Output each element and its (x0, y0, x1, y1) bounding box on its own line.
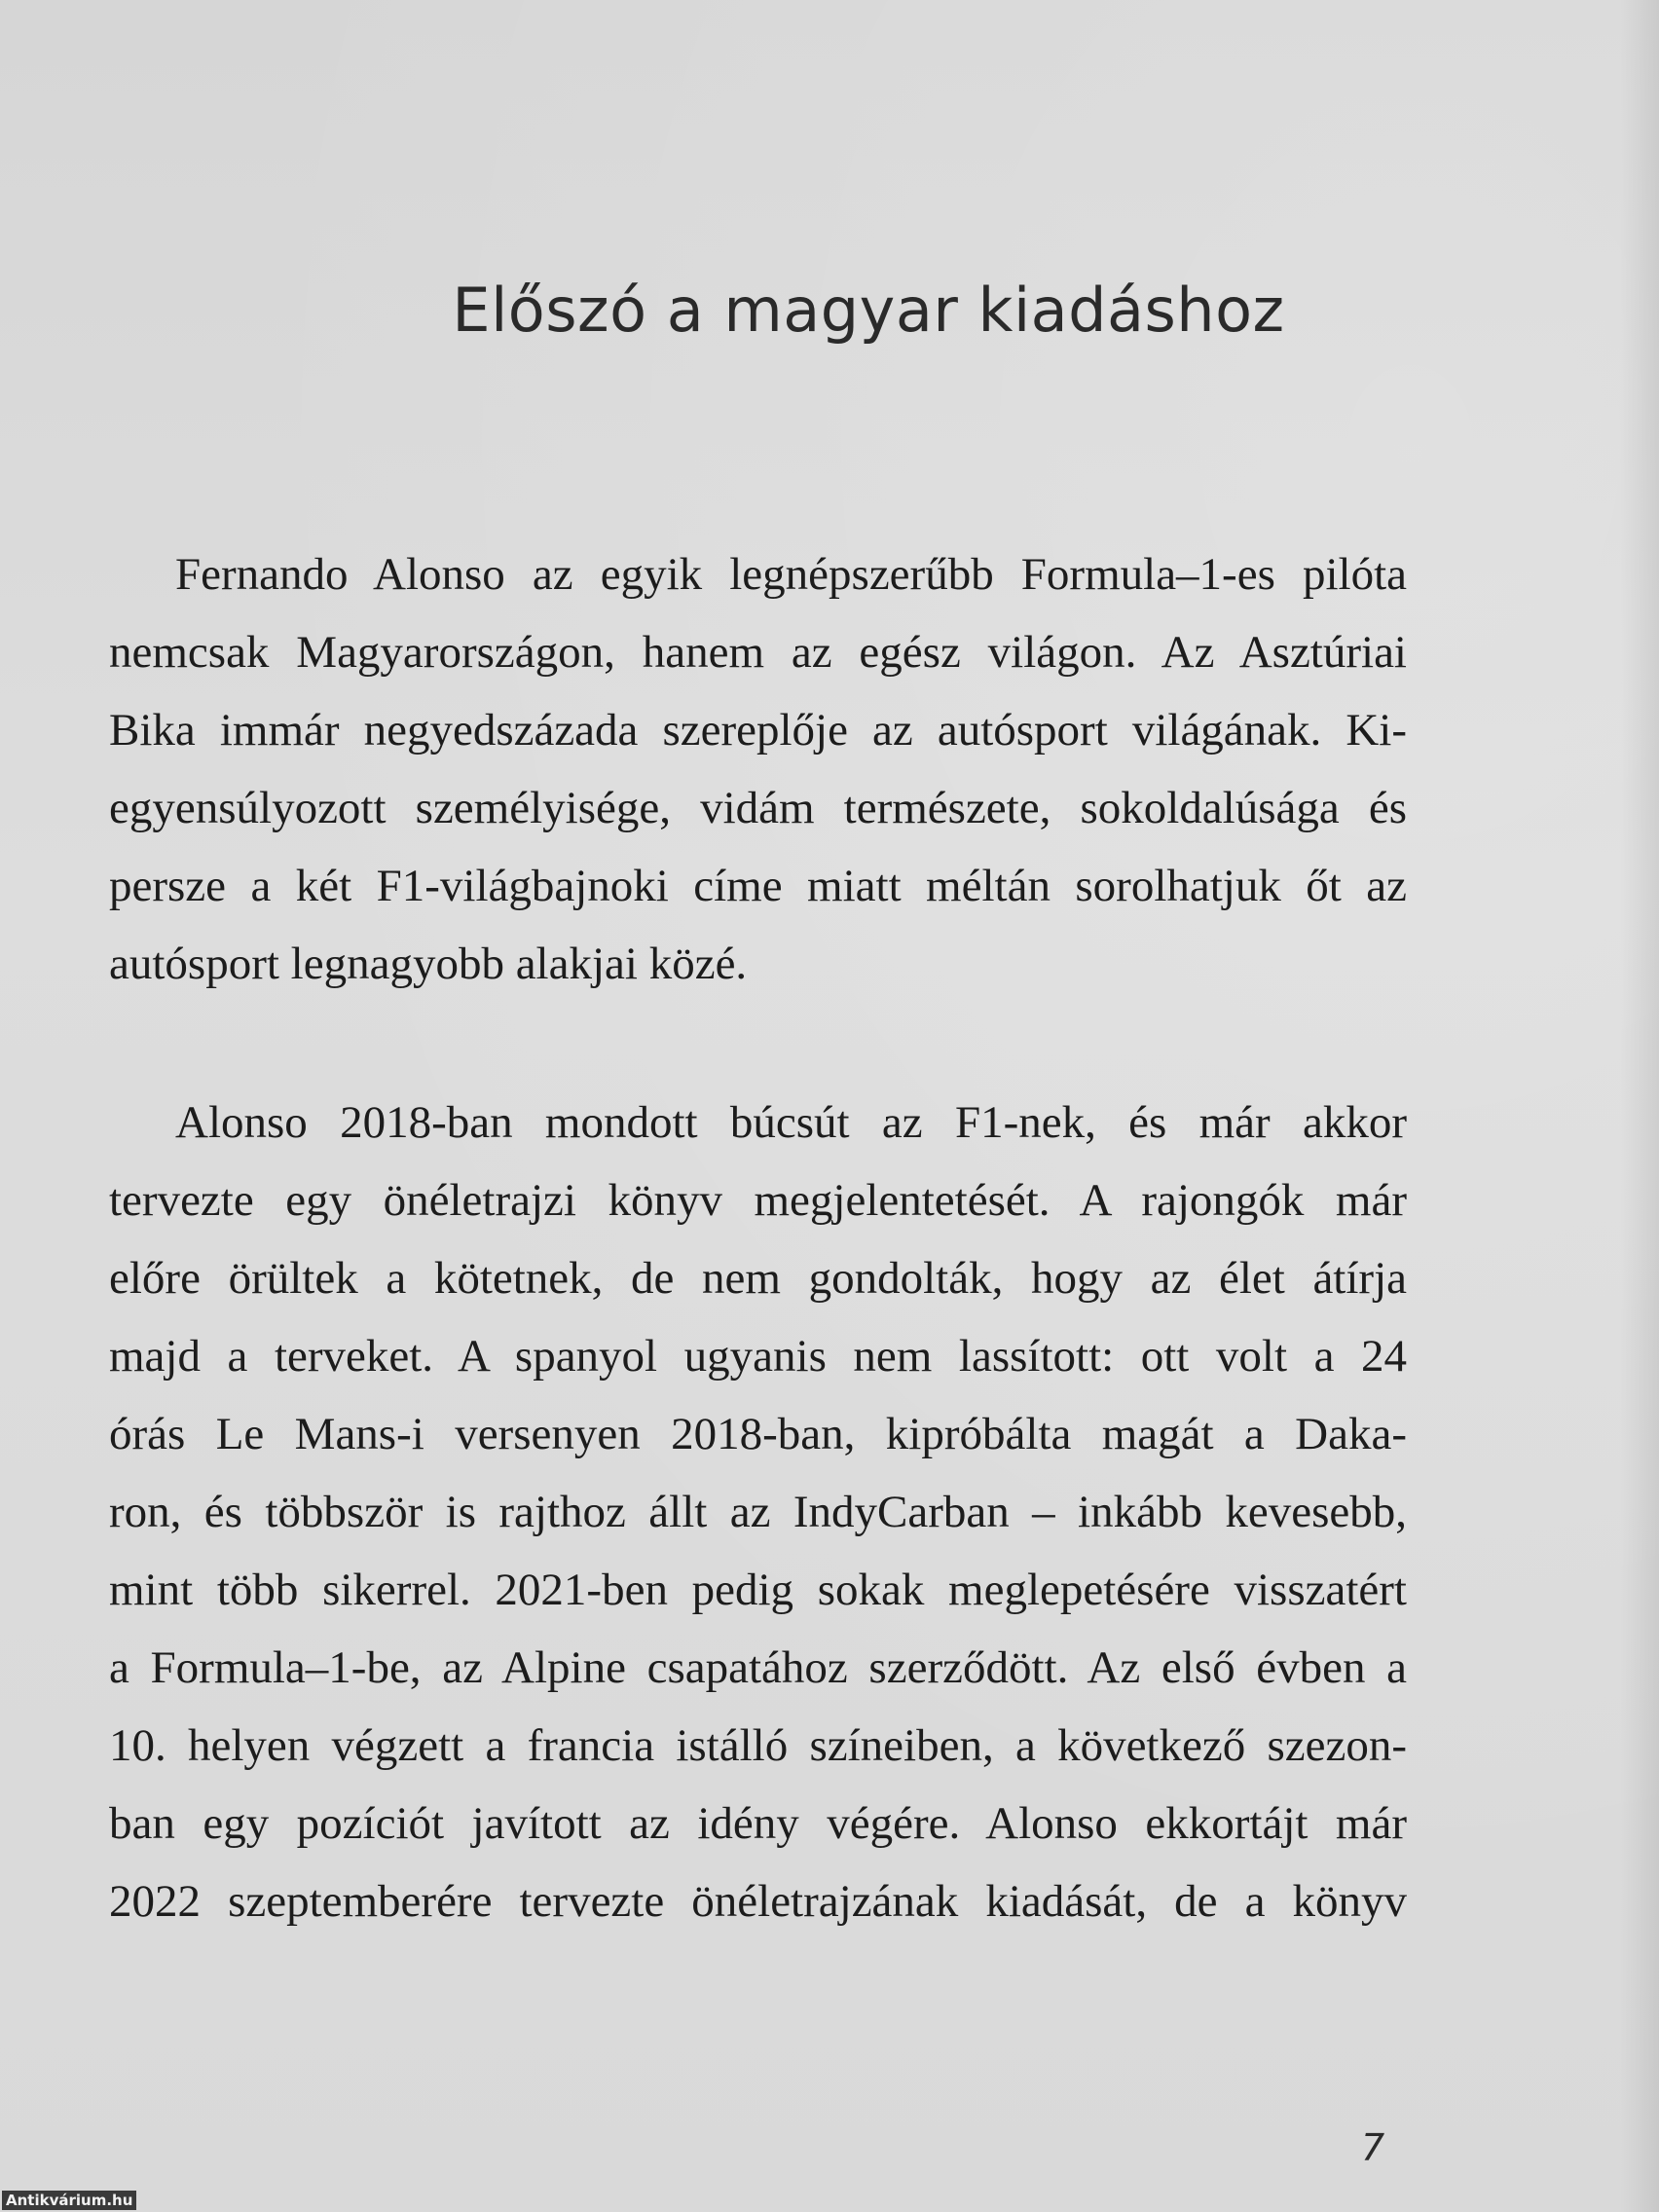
text-line: Bika immár negyedszázada szereplője az autósport világának. Ki- (109, 705, 1407, 756)
text-line: mint több sikerrel. 2021-ben pedig sokak meglepetésére visszatért (109, 1565, 1407, 1615)
text-line: 2022 szeptemberére tervezte önéletrajzának kiadását, de a könyv (109, 1876, 1407, 1927)
text-line: előre örültek a kötetnek, de nem gondolták, hogy az élet átírja (109, 1253, 1407, 1304)
paragraph-2 (109, 1084, 1407, 1940)
chapter-heading: Előszó a magyar kiadáshoz (452, 275, 1285, 346)
text-line: ban egy pozíciót javított az idény végére. Alonso ekkortájt már (109, 1798, 1407, 1849)
paragraph-1 (109, 535, 1407, 1003)
text-line: majd a terveket. A spanyol ugyanis nem lassított: ott volt a 24 (109, 1331, 1407, 1382)
text-line: 10. helyen végzett a francia istálló színeiben, a következő szezon- (109, 1720, 1407, 1771)
text-line: Fernando Alonso az egyik legnépszerűbb Formula–1-es pilóta (175, 549, 1407, 600)
text-line: Alonso 2018-ban mondott búcsút az F1-nek, és már akkor (175, 1097, 1407, 1148)
text-line: a Formula–1-be, az Alpine csapatához szerződött. Az első évben a (109, 1642, 1407, 1693)
text-line: tervezte egy önéletrajzi könyv megjelentetését. A rajongók már (109, 1175, 1407, 1226)
watermark: Antikvárium.hu (2, 2191, 136, 2210)
text-line: egyensúlyozott személyisége, vidám természete, sokoldalúsága és (109, 783, 1407, 833)
page-number: 7 (1361, 2126, 1385, 2169)
text-line: nemcsak Magyarországon, hanem az egész világon. Az Asztúriai (109, 627, 1407, 678)
text-line: persze a két F1-világbajnoki címe miatt méltán sorolhatjuk őt az (109, 861, 1407, 911)
text-line: autósport legnagyobb alakjai közé. (109, 939, 748, 989)
text-line: ron, és többször is rajthoz állt az IndyCarban – inkább kevesebb, (109, 1487, 1407, 1537)
text-line: órás Le Mans-i versenyen 2018-ban, kipróbálta magát a Daka- (109, 1409, 1407, 1459)
